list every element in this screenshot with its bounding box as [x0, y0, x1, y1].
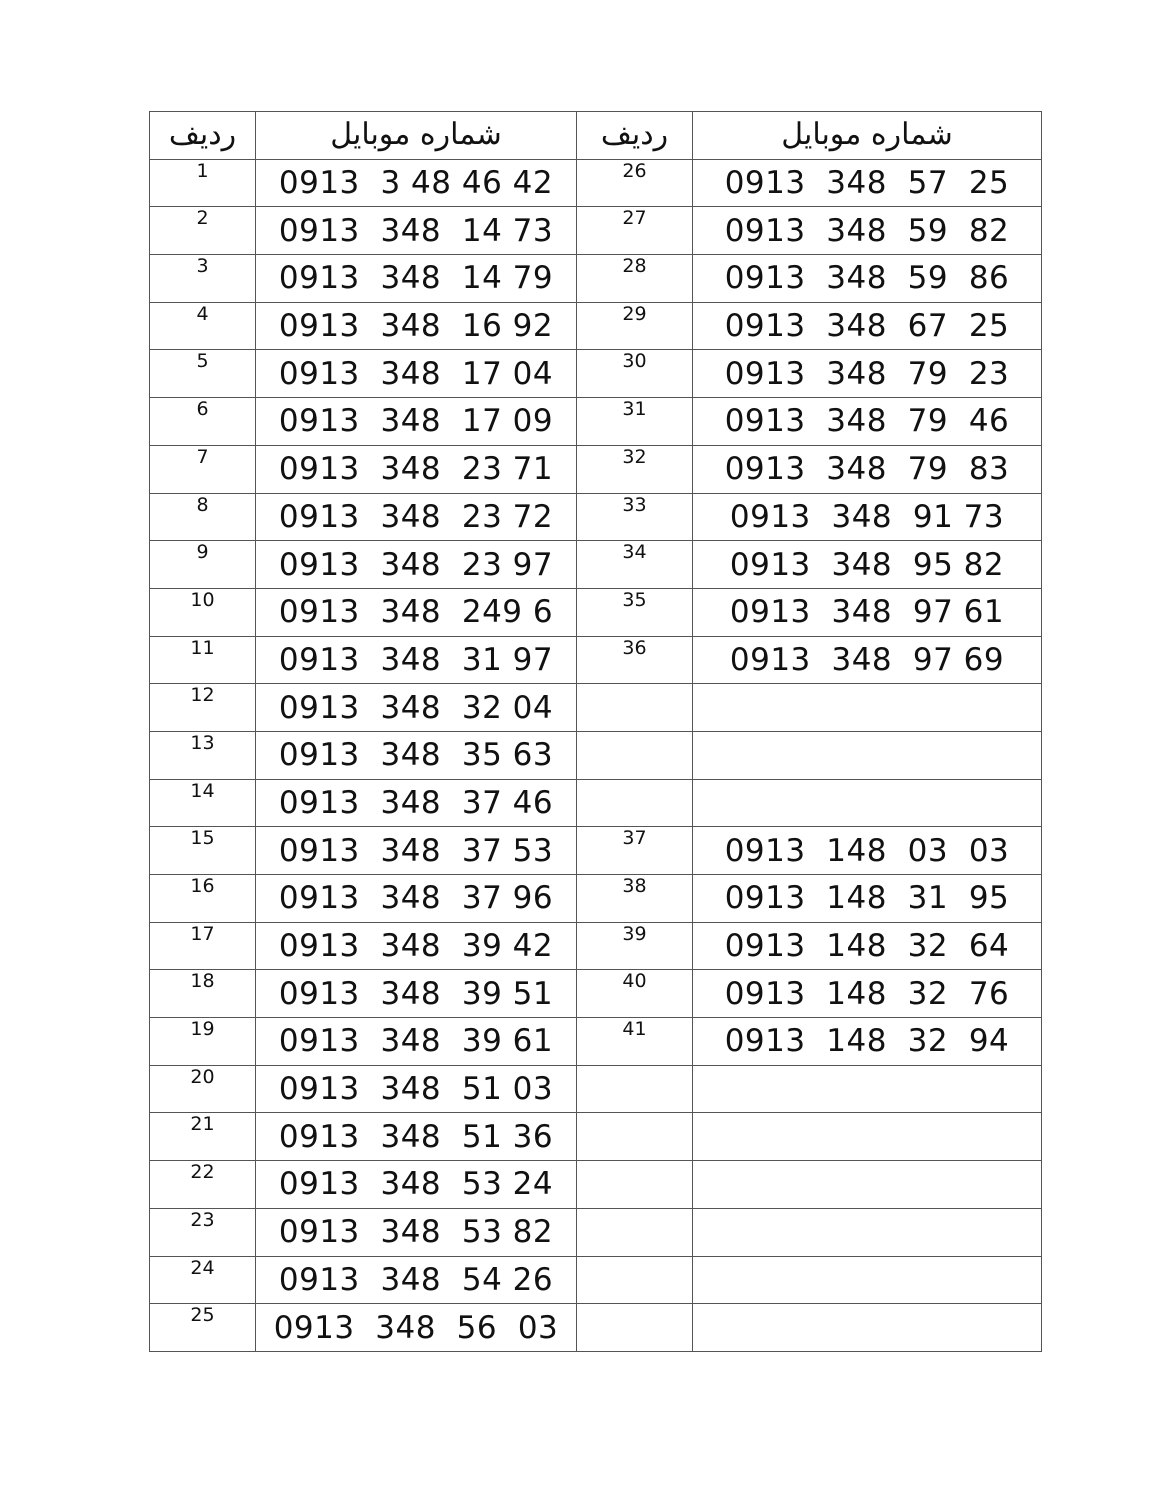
phone-number-left: 0913 348 14 79 — [256, 255, 577, 303]
row-number-right: 40 — [577, 970, 693, 1018]
phone-number-left: 0913 348 31 97 — [256, 636, 577, 684]
phone-number-right: 0913 348 95 82 — [693, 541, 1042, 589]
row-number-left: 8 — [150, 493, 256, 541]
phone-number-right: 0913 348 67 25 — [693, 302, 1042, 350]
phone-number-left: 0913 348 23 71 — [256, 445, 577, 493]
row-number-right: 27 — [577, 207, 693, 255]
row-number-right: 41 — [577, 1018, 693, 1066]
row-number-left: 5 — [150, 350, 256, 398]
row-number-left: 21 — [150, 1113, 256, 1161]
row-number-right — [577, 1304, 693, 1352]
table-row — [150, 1161, 1042, 1209]
phone-number-left: 0913 348 17 09 — [256, 398, 577, 446]
phone-number-right: 0913 348 97 61 — [693, 588, 1042, 636]
phone-number-right — [693, 731, 1042, 779]
table-row — [150, 493, 1042, 541]
row-number-right: 32 — [577, 445, 693, 493]
table-row — [150, 541, 1042, 589]
phone-number-right — [693, 779, 1042, 827]
table-row — [150, 1065, 1042, 1113]
row-number-right — [577, 779, 693, 827]
row-number-right: 33 — [577, 493, 693, 541]
table-row — [150, 445, 1042, 493]
phone-number-right — [693, 684, 1042, 732]
header-row-label-right: ردیف — [577, 112, 693, 160]
table-body — [150, 159, 1042, 1351]
row-number-right — [577, 1113, 693, 1161]
phone-number-left: 0913 348 23 97 — [256, 541, 577, 589]
row-number-left: 12 — [150, 684, 256, 732]
row-number-right — [577, 1208, 693, 1256]
row-number-right: 39 — [577, 922, 693, 970]
row-number-right: 36 — [577, 636, 693, 684]
phone-number-left: 0913 348 17 04 — [256, 350, 577, 398]
phone-number-right: 0913 348 79 83 — [693, 445, 1042, 493]
phone-number-right: 0913 348 79 23 — [693, 350, 1042, 398]
row-number-right: 28 — [577, 255, 693, 303]
phone-number-left: 0913 348 37 96 — [256, 875, 577, 923]
phone-number-left: 0913 348 51 03 — [256, 1065, 577, 1113]
phone-number-left: 0913 348 39 61 — [256, 1018, 577, 1066]
row-number-left: 25 — [150, 1304, 256, 1352]
table-row — [150, 1208, 1042, 1256]
row-number-left: 11 — [150, 636, 256, 684]
row-number-right: 35 — [577, 588, 693, 636]
phone-number-right: 0913 348 57 25 — [693, 159, 1042, 207]
table-row — [150, 255, 1042, 303]
table-row — [150, 1256, 1042, 1304]
row-number-left: 3 — [150, 255, 256, 303]
row-number-left: 13 — [150, 731, 256, 779]
row-number-left: 4 — [150, 302, 256, 350]
row-number-left: 16 — [150, 875, 256, 923]
table-row — [150, 779, 1042, 827]
row-number-right: 34 — [577, 541, 693, 589]
phone-number-left: 0913 348 249 6 — [256, 588, 577, 636]
phone-number-left: 0913 348 14 73 — [256, 207, 577, 255]
row-number-left: 17 — [150, 922, 256, 970]
phone-number-left: 0913 348 35 63 — [256, 731, 577, 779]
phone-number-right — [693, 1304, 1042, 1352]
table-header-row — [150, 112, 1042, 160]
table-row — [150, 684, 1042, 732]
row-number-left: 23 — [150, 1208, 256, 1256]
table-row — [150, 350, 1042, 398]
phone-number-right: 0913 148 32 64 — [693, 922, 1042, 970]
row-number-left: 22 — [150, 1161, 256, 1209]
table-row — [150, 207, 1042, 255]
table-row — [150, 636, 1042, 684]
phone-number-left: 0913 348 54 26 — [256, 1256, 577, 1304]
phone-number-right: 0913 348 97 69 — [693, 636, 1042, 684]
row-number-left: 2 — [150, 207, 256, 255]
row-number-right — [577, 684, 693, 732]
table-row — [150, 159, 1042, 207]
phone-number-left: 0913 348 51 36 — [256, 1113, 577, 1161]
phone-number-right: 0913 348 79 46 — [693, 398, 1042, 446]
phone-number-left: 0913 348 39 51 — [256, 970, 577, 1018]
row-number-left: 18 — [150, 970, 256, 1018]
phone-number-right — [693, 1113, 1042, 1161]
phone-number-left: 0913 348 39 42 — [256, 922, 577, 970]
row-number-right — [577, 1065, 693, 1113]
table-row — [150, 731, 1042, 779]
phone-number-left: 0913 348 53 24 — [256, 1161, 577, 1209]
row-number-left: 1 — [150, 159, 256, 207]
phone-number-table — [149, 111, 1042, 1352]
row-number-right: 37 — [577, 827, 693, 875]
row-number-right: 29 — [577, 302, 693, 350]
phone-number-right: 0913 148 32 94 — [693, 1018, 1042, 1066]
row-number-right: 26 — [577, 159, 693, 207]
phone-number-right — [693, 1161, 1042, 1209]
table-row — [150, 875, 1042, 923]
phone-number-right: 0913 348 59 86 — [693, 255, 1042, 303]
header-phone-label-left: شماره موبایل — [256, 112, 577, 160]
row-number-left: 6 — [150, 398, 256, 446]
row-number-left: 9 — [150, 541, 256, 589]
phone-number-left: 0913 348 37 46 — [256, 779, 577, 827]
phone-number-left: 0913 348 16 92 — [256, 302, 577, 350]
phone-number-left: 0913 348 53 82 — [256, 1208, 577, 1256]
row-number-left: 15 — [150, 827, 256, 875]
phone-number-left: 0913 3 48 46 42 — [256, 159, 577, 207]
row-number-right: 30 — [577, 350, 693, 398]
phone-number-right: 0913 348 91 73 — [693, 493, 1042, 541]
phone-number-right: 0913 148 31 95 — [693, 875, 1042, 923]
row-number-right: 38 — [577, 875, 693, 923]
table-row — [150, 970, 1042, 1018]
table-row — [150, 1113, 1042, 1161]
phone-number-right: 0913 348 59 82 — [693, 207, 1042, 255]
row-number-right — [577, 731, 693, 779]
phone-number-right — [693, 1065, 1042, 1113]
header-phone-label-right: شماره موبایل — [693, 112, 1042, 160]
table-row — [150, 588, 1042, 636]
table-row — [150, 827, 1042, 875]
phone-number-left: 0913 348 56 03 — [256, 1304, 577, 1352]
phone-number-right: 0913 148 03 03 — [693, 827, 1042, 875]
table-row — [150, 398, 1042, 446]
table-row — [150, 302, 1042, 350]
phone-number-left: 0913 348 23 72 — [256, 493, 577, 541]
row-number-right — [577, 1256, 693, 1304]
row-number-left: 14 — [150, 779, 256, 827]
table-row — [150, 922, 1042, 970]
table-row — [150, 1304, 1042, 1352]
row-number-left: 24 — [150, 1256, 256, 1304]
row-number-left: 20 — [150, 1065, 256, 1113]
phone-number-right — [693, 1256, 1042, 1304]
row-number-right: 31 — [577, 398, 693, 446]
phone-number-left: 0913 348 37 53 — [256, 827, 577, 875]
row-number-left: 19 — [150, 1018, 256, 1066]
table-row — [150, 1018, 1042, 1066]
row-number-left: 10 — [150, 588, 256, 636]
phone-number-left: 0913 348 32 04 — [256, 684, 577, 732]
phone-number-right — [693, 1208, 1042, 1256]
row-number-left: 7 — [150, 445, 256, 493]
row-number-right — [577, 1161, 693, 1209]
header-row-label-left: ردیف — [150, 112, 256, 160]
phone-number-right: 0913 148 32 76 — [693, 970, 1042, 1018]
